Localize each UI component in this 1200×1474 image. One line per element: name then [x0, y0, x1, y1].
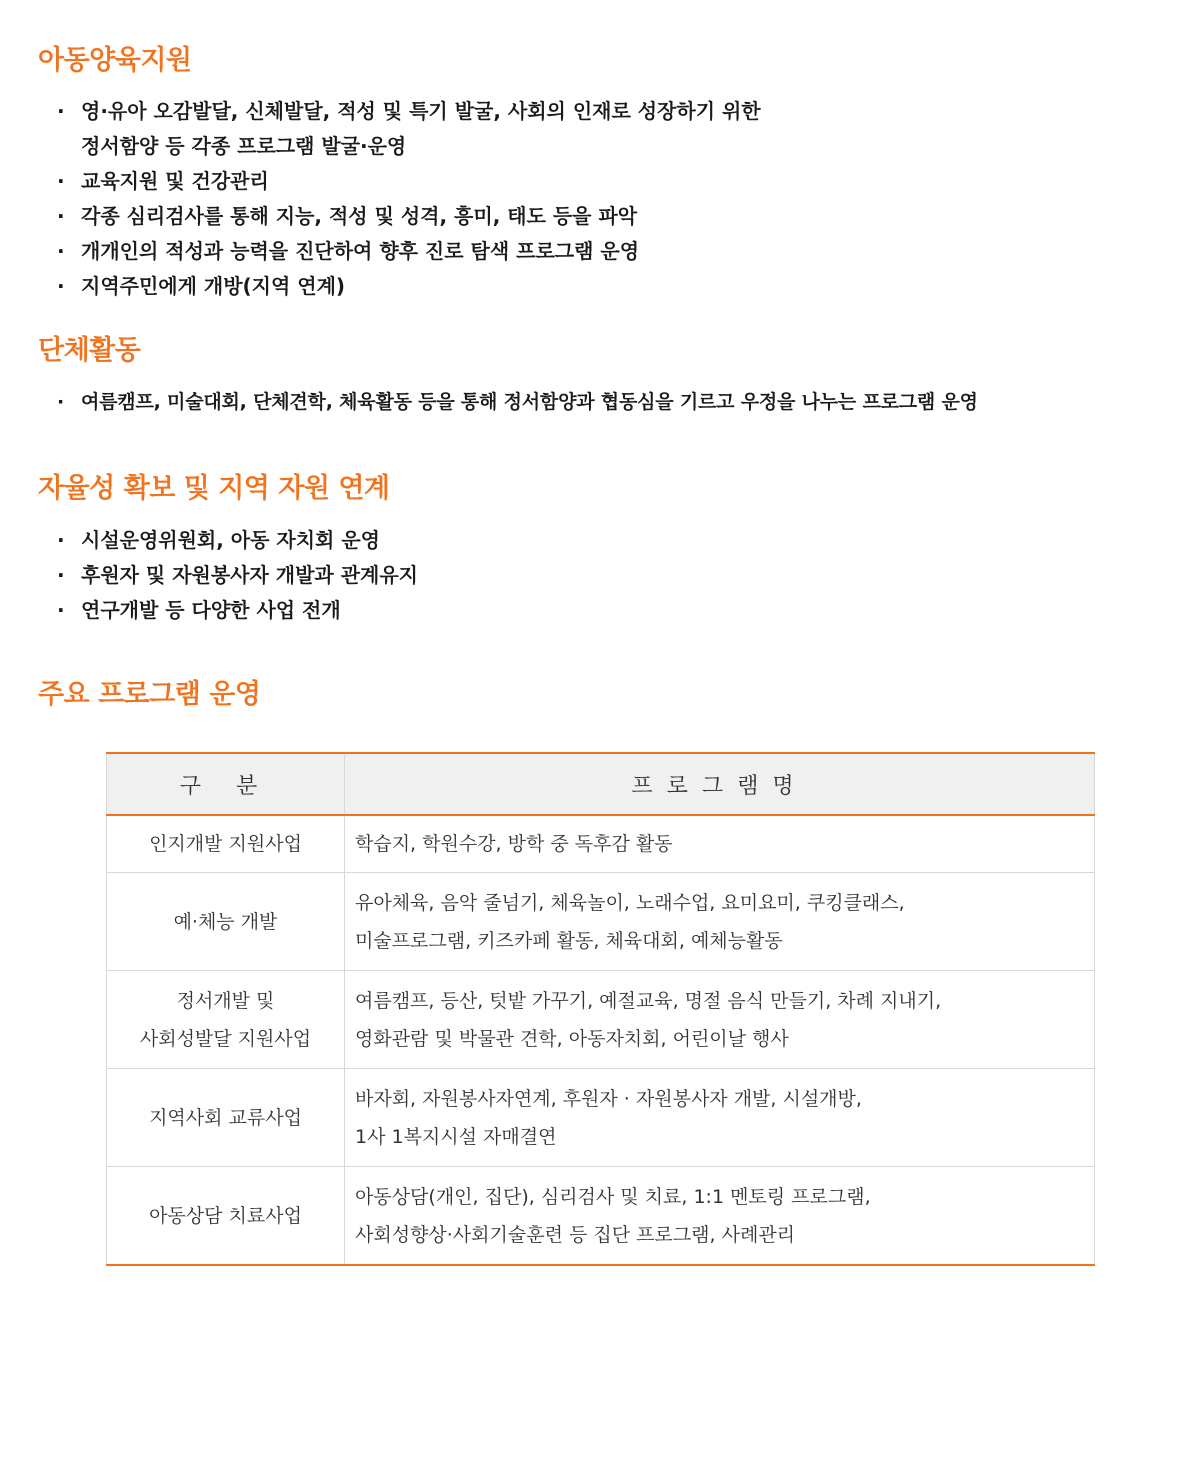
header-category: 구 분 [107, 753, 345, 815]
table-row [107, 971, 1095, 1069]
list-item-text: 여름캠프, 미술대회, 단체견학, 체육활동 등을 통해 정서함양과 협동심을 기르고 우정을 나누는 프로그램 운영 [81, 391, 978, 413]
list-item [57, 385, 978, 420]
list-item [57, 164, 761, 199]
program-cell [345, 971, 1095, 1069]
category-cell [107, 815, 345, 873]
program-text: 여름캠프, 등산, 텃밭 가꾸기, 예절교육, 명절 음식 만들기, 차례 지내기, [355, 989, 942, 1012]
list-item-text: 정서함양 등 각종 프로그램 발굴·운영 [81, 134, 407, 158]
program-text: 1사 1복지시설 자매결연 [355, 1125, 557, 1148]
program-text: 학습지, 학원수강, 방학 중 독후감 활동 [355, 833, 673, 855]
table-row [107, 1069, 1095, 1167]
list-item [57, 523, 418, 558]
list-item-text: 영·유아 오감발달, 신체발달, 적성 및 특기 발굴, 사회의 인재로 성장하기 위한 [81, 99, 761, 123]
section-title-autonomy: 자율성 확보 및 지역 자원 연계 [38, 473, 390, 504]
list-item [57, 593, 418, 628]
header-program-name: 프로그램명 [345, 753, 1095, 815]
table-row [107, 873, 1095, 971]
bullet-dot: · [57, 563, 65, 587]
childcare-list [57, 94, 761, 304]
autonomy-list [57, 523, 418, 628]
list-item-text: 개개인의 적성과 능력을 진단하여 향후 진로 탐색 프로그램 운영 [81, 239, 640, 263]
program-cell [345, 873, 1095, 971]
category-cell [107, 1069, 345, 1167]
list-item [57, 199, 761, 234]
list-item-text: 지역주민에게 개방(지역 연계) [81, 274, 346, 298]
program-cell [345, 815, 1095, 873]
category-text: 아동상담 치료사업 [149, 1204, 302, 1227]
bullet-dot: · [57, 391, 65, 413]
list-item-text: 후원자 및 자원봉사자 개발과 관계유지 [81, 563, 418, 587]
program-text: 아동상담(개인, 집단), 심리검사 및 치료, 1:1 멘토링 프로그램, [355, 1185, 871, 1208]
bullet-dot: · [57, 239, 65, 263]
bullet-dot: · [57, 169, 65, 193]
section-title-childcare: 아동양육지원 [38, 45, 192, 76]
list-item [57, 234, 761, 269]
program-cell [345, 1167, 1095, 1266]
category-text: 사회성발달 지원사업 [139, 1027, 312, 1050]
program-cell [345, 1069, 1095, 1167]
list-item-text: 시설운영위원회, 아동 자치회 운영 [81, 528, 380, 552]
table-row [107, 815, 1095, 873]
bullet-dot: · [57, 99, 65, 123]
list-item [57, 558, 418, 593]
program-text: 미술프로그램, 키즈카페 활동, 체육대회, 예체능활동 [355, 929, 783, 952]
table-header-row [107, 753, 1095, 815]
category-text: 인지개발 지원사업 [149, 833, 302, 855]
bullet-dot: · [57, 204, 65, 228]
bullet-dot: · [57, 274, 65, 298]
table-row [107, 1167, 1095, 1266]
program-text: 영화관람 및 박물관 견학, 아동자치회, 어린이날 행사 [355, 1027, 789, 1050]
category-cell [107, 971, 345, 1069]
category-text: 지역사회 교류사업 [149, 1106, 302, 1129]
programs-table [106, 752, 1095, 1266]
section-title-group-activity: 단체활동 [38, 335, 141, 366]
category-cell [107, 1167, 345, 1266]
category-text: 정서개발 및 [176, 989, 275, 1012]
program-text: 사회성향상·사회기술훈련 등 집단 프로그램, 사례관리 [355, 1223, 796, 1246]
list-item [57, 269, 761, 304]
list-item-text: 각종 심리검사를 통해 지능, 적성 및 성격, 흥미, 태도 등을 파악 [81, 204, 638, 228]
list-item [57, 94, 761, 164]
category-cell [107, 873, 345, 971]
program-text: 유아체육, 음악 줄넘기, 체육놀이, 노래수업, 요미요미, 쿠킹클래스, [355, 891, 905, 914]
bullet-dot: · [57, 598, 65, 622]
list-item-text: 연구개발 등 다양한 사업 전개 [81, 598, 341, 622]
section-title-programs: 주요 프로그램 운영 [38, 679, 261, 710]
bullet-dot: · [57, 528, 65, 552]
group-activity-list [57, 385, 978, 420]
category-text: 예·체능 개발 [173, 910, 278, 933]
list-item-text: 교육지원 및 건강관리 [81, 169, 269, 193]
program-text: 바자회, 자원봉사자연계, 후원자 · 자원봉사자 개발, 시설개방, [355, 1087, 862, 1110]
